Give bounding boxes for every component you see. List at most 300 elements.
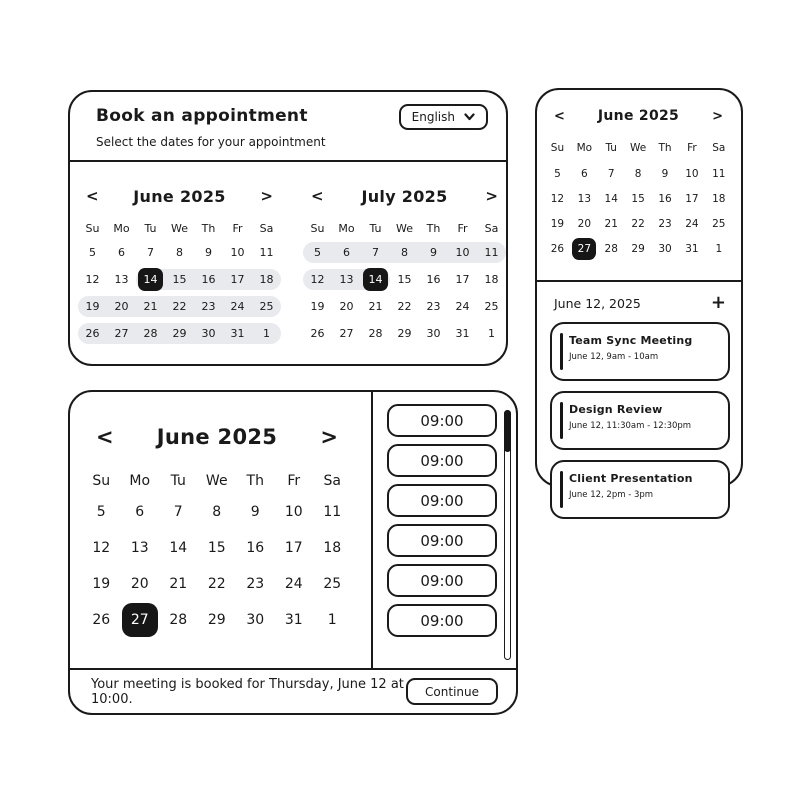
day-cell[interactable] bbox=[361, 320, 390, 347]
day-number: 28 bbox=[143, 327, 158, 340]
day-number: 12 bbox=[550, 192, 565, 205]
calendar-week-row bbox=[78, 266, 281, 293]
booking-panel bbox=[68, 90, 508, 366]
day-number: 15 bbox=[631, 192, 645, 205]
day-cell[interactable] bbox=[252, 239, 281, 266]
day-number: 14 bbox=[604, 192, 618, 205]
day-cell[interactable] bbox=[194, 293, 223, 320]
day-number: 20 bbox=[577, 217, 592, 230]
divider bbox=[537, 280, 741, 282]
weekday-label: Tu bbox=[369, 221, 382, 235]
day-number: 18 bbox=[484, 273, 499, 286]
day-cell[interactable] bbox=[705, 211, 732, 236]
day-number: 15 bbox=[207, 540, 226, 556]
day-cell[interactable] bbox=[313, 494, 352, 530]
next-month-button[interactable]: > bbox=[260, 186, 273, 205]
range-calendar-july bbox=[303, 184, 506, 347]
day-cell-selected[interactable] bbox=[136, 266, 165, 293]
prev-month-button[interactable]: < bbox=[311, 186, 324, 205]
day-cell[interactable] bbox=[136, 320, 165, 347]
calendar-week-row bbox=[303, 293, 506, 320]
day-cell[interactable] bbox=[598, 211, 625, 236]
day-cell[interactable] bbox=[544, 211, 571, 236]
day-cell[interactable] bbox=[159, 602, 198, 638]
day-cell[interactable] bbox=[705, 161, 732, 186]
day-cell[interactable] bbox=[625, 211, 652, 236]
day-cell[interactable] bbox=[275, 602, 314, 638]
day-cell[interactable] bbox=[419, 239, 448, 266]
day-number: 14 bbox=[363, 268, 388, 291]
continue-button[interactable]: Continue bbox=[406, 678, 498, 705]
divider bbox=[371, 392, 373, 670]
day-number: 5 bbox=[96, 504, 106, 520]
day-cell[interactable] bbox=[652, 236, 679, 261]
weekday-row bbox=[544, 138, 733, 158]
day-cell[interactable] bbox=[275, 530, 314, 566]
next-month-button[interactable]: > bbox=[485, 186, 498, 205]
day-number: 31 bbox=[284, 612, 303, 628]
day-cell-selected[interactable] bbox=[121, 602, 160, 638]
day-cell[interactable] bbox=[198, 530, 237, 566]
day-number: 11 bbox=[484, 246, 499, 259]
day-cell[interactable] bbox=[107, 239, 136, 266]
day-cell[interactable] bbox=[448, 320, 477, 347]
day-number: 12 bbox=[92, 540, 111, 556]
day-cell[interactable] bbox=[223, 320, 252, 347]
scheduler-calendar bbox=[82, 420, 352, 638]
day-number: 10 bbox=[685, 167, 699, 180]
day-cell[interactable] bbox=[544, 186, 571, 211]
day-cell[interactable] bbox=[136, 293, 165, 320]
weekday-row bbox=[78, 217, 281, 239]
day-cell[interactable] bbox=[598, 186, 625, 211]
day-cell[interactable] bbox=[78, 266, 107, 293]
day-cell[interactable] bbox=[194, 320, 223, 347]
appointment-time: June 12, 11:30am - 12:30pm bbox=[569, 421, 692, 431]
day-cell[interactable] bbox=[361, 293, 390, 320]
day-number: 27 bbox=[339, 327, 354, 340]
weekday-label: Tu bbox=[144, 221, 157, 235]
day-number: 8 bbox=[634, 167, 642, 180]
day-cell[interactable] bbox=[598, 236, 625, 261]
day-cell[interactable] bbox=[165, 320, 194, 347]
day-cell[interactable] bbox=[303, 320, 332, 347]
scheduler-panel bbox=[68, 390, 518, 715]
day-number: 28 bbox=[368, 327, 383, 340]
day-number: 11 bbox=[323, 504, 342, 520]
calendar-week-row bbox=[303, 239, 506, 266]
time-slot-button[interactable]: 09:00 bbox=[387, 444, 497, 477]
day-number: 5 bbox=[89, 246, 96, 259]
weekday-label: Fr bbox=[232, 221, 243, 235]
agenda-calendar bbox=[544, 104, 733, 261]
day-number: 22 bbox=[631, 217, 645, 230]
day-cell[interactable] bbox=[313, 566, 352, 602]
day-number: 16 bbox=[201, 273, 216, 286]
day-number: 17 bbox=[230, 273, 245, 286]
day-cell[interactable] bbox=[236, 602, 275, 638]
calendar-week-row bbox=[303, 266, 506, 293]
day-cell[interactable] bbox=[705, 236, 732, 261]
weekday-label: Sa bbox=[323, 473, 341, 489]
day-cell[interactable] bbox=[652, 161, 679, 186]
day-cell[interactable] bbox=[332, 266, 361, 293]
day-number: 24 bbox=[685, 217, 699, 230]
day-number: 23 bbox=[658, 217, 672, 230]
day-number: 30 bbox=[426, 327, 441, 340]
day-cell[interactable] bbox=[332, 239, 361, 266]
day-number: 6 bbox=[135, 504, 145, 520]
calendar-title: June 2025 bbox=[133, 186, 226, 206]
day-number: 15 bbox=[172, 273, 187, 286]
appointment-title: Design Review bbox=[569, 403, 663, 416]
agenda-header bbox=[554, 292, 726, 314]
day-cell[interactable] bbox=[390, 266, 419, 293]
day-cell[interactable] bbox=[678, 186, 705, 211]
weekday-label: Tu bbox=[170, 473, 186, 489]
day-number: 29 bbox=[172, 327, 187, 340]
day-cell[interactable] bbox=[678, 236, 705, 261]
time-slot-button[interactable]: 09:00 bbox=[387, 404, 497, 437]
day-cell[interactable] bbox=[165, 239, 194, 266]
weekday-label: Su bbox=[92, 473, 111, 489]
day-cell[interactable] bbox=[313, 602, 352, 638]
day-number: 28 bbox=[604, 242, 618, 255]
day-number: 27 bbox=[122, 603, 158, 637]
day-number: 26 bbox=[85, 327, 100, 340]
day-cell[interactable] bbox=[303, 266, 332, 293]
day-number: 13 bbox=[114, 273, 129, 286]
day-number: 17 bbox=[284, 540, 303, 556]
weekday-label: Fr bbox=[687, 142, 697, 154]
day-number: 23 bbox=[426, 300, 441, 313]
day-number: 11 bbox=[259, 246, 274, 259]
appointment-card[interactable] bbox=[550, 460, 730, 519]
page-title: Book an appointment bbox=[96, 106, 308, 126]
calendar-nav bbox=[544, 104, 733, 128]
day-number: 8 bbox=[212, 504, 222, 520]
calendar-week-row bbox=[78, 293, 281, 320]
next-month-button[interactable]: > bbox=[320, 424, 338, 449]
day-cell[interactable] bbox=[223, 293, 252, 320]
day-number: 14 bbox=[138, 268, 163, 291]
day-number: 12 bbox=[310, 273, 325, 286]
day-cell[interactable] bbox=[544, 236, 571, 261]
day-cell[interactable] bbox=[82, 602, 121, 638]
day-cell[interactable] bbox=[448, 293, 477, 320]
day-cell[interactable] bbox=[198, 602, 237, 638]
day-number: 16 bbox=[426, 273, 441, 286]
weekday-label: Th bbox=[201, 221, 216, 235]
weekday-label: Su bbox=[310, 221, 325, 235]
day-cell[interactable] bbox=[107, 320, 136, 347]
day-cell[interactable] bbox=[82, 494, 121, 530]
day-number: 17 bbox=[455, 273, 470, 286]
day-cell[interactable] bbox=[121, 566, 160, 602]
divider bbox=[70, 160, 506, 162]
day-cell[interactable] bbox=[625, 236, 652, 261]
day-number: 1 bbox=[715, 242, 723, 255]
day-number: 13 bbox=[130, 540, 149, 556]
weekday-label: We bbox=[205, 473, 228, 489]
day-number: 23 bbox=[246, 576, 265, 592]
calendar-nav bbox=[82, 420, 352, 454]
day-cell[interactable] bbox=[652, 211, 679, 236]
day-number: 22 bbox=[172, 300, 187, 313]
day-number: 9 bbox=[661, 167, 669, 180]
day-cell[interactable] bbox=[477, 266, 506, 293]
day-cell[interactable] bbox=[252, 320, 281, 347]
appointment-accent-bar bbox=[560, 402, 563, 439]
day-number: 15 bbox=[397, 273, 412, 286]
day-cell[interactable] bbox=[107, 293, 136, 320]
time-slot-button[interactable]: 09:00 bbox=[387, 604, 497, 637]
day-number: 8 bbox=[401, 246, 408, 259]
appointment-card[interactable] bbox=[550, 322, 730, 381]
day-cell[interactable] bbox=[236, 566, 275, 602]
weekday-label: Mo bbox=[576, 142, 593, 154]
day-cell-selected[interactable] bbox=[361, 266, 390, 293]
weekday-label: Su bbox=[85, 221, 100, 235]
booking-status-text: Your meeting is booked for Thursday, June 12 at 10:00. bbox=[91, 676, 404, 707]
day-cell[interactable] bbox=[313, 530, 352, 566]
day-number: 31 bbox=[230, 327, 245, 340]
day-number: 20 bbox=[114, 300, 129, 313]
weekday-label: Sa bbox=[484, 221, 499, 235]
day-number: 13 bbox=[577, 192, 592, 205]
day-cell[interactable] bbox=[198, 566, 237, 602]
day-number: 30 bbox=[201, 327, 216, 340]
day-cell[interactable] bbox=[571, 186, 598, 211]
day-cell[interactable] bbox=[107, 266, 136, 293]
calendar-title: June 2025 bbox=[597, 108, 680, 124]
day-number: 1 bbox=[263, 327, 270, 340]
day-cell[interactable] bbox=[159, 566, 198, 602]
day-number: 26 bbox=[92, 612, 111, 628]
day-cell[interactable] bbox=[198, 494, 237, 530]
day-number: 7 bbox=[372, 246, 379, 259]
day-cell[interactable] bbox=[571, 211, 598, 236]
next-month-button[interactable]: > bbox=[712, 108, 723, 124]
agenda-panel bbox=[535, 88, 743, 500]
day-cell[interactable] bbox=[598, 161, 625, 186]
day-cell[interactable] bbox=[477, 320, 506, 347]
day-cell[interactable] bbox=[652, 186, 679, 211]
day-number: 16 bbox=[246, 540, 265, 556]
agenda-date-heading: June 12, 2025 bbox=[554, 295, 641, 311]
day-number: 9 bbox=[205, 246, 212, 259]
day-cell[interactable] bbox=[165, 293, 194, 320]
appointment-accent-bar bbox=[560, 471, 563, 508]
day-cell[interactable] bbox=[571, 161, 598, 186]
day-cell[interactable] bbox=[236, 530, 275, 566]
day-cell[interactable] bbox=[78, 293, 107, 320]
day-cell[interactable] bbox=[419, 293, 448, 320]
calendar-nav bbox=[303, 184, 506, 208]
day-number: 14 bbox=[169, 540, 188, 556]
time-slot-list bbox=[387, 404, 497, 637]
weekday-label: Th bbox=[658, 142, 672, 154]
day-number: 29 bbox=[207, 612, 226, 628]
chevron-down-icon bbox=[464, 113, 475, 121]
day-cell[interactable] bbox=[361, 239, 390, 266]
day-cell[interactable] bbox=[78, 239, 107, 266]
day-number: 18 bbox=[259, 273, 274, 286]
day-cell[interactable] bbox=[477, 239, 506, 266]
day-cell[interactable] bbox=[332, 293, 361, 320]
day-number: 19 bbox=[550, 217, 565, 230]
day-cell[interactable] bbox=[419, 266, 448, 293]
day-cell[interactable] bbox=[194, 266, 223, 293]
day-number: 21 bbox=[368, 300, 383, 313]
day-cell[interactable] bbox=[165, 266, 194, 293]
time-slot-button[interactable]: 09:00 bbox=[387, 484, 497, 517]
calendar-week-row bbox=[544, 236, 733, 261]
day-cell[interactable] bbox=[223, 239, 252, 266]
day-number: 18 bbox=[712, 192, 726, 205]
weekday-label: Sa bbox=[259, 221, 274, 235]
weekday-label: Su bbox=[550, 142, 565, 154]
time-slot-button[interactable]: 09:00 bbox=[387, 524, 497, 557]
weekday-label: Mo bbox=[338, 221, 355, 235]
day-cell[interactable] bbox=[223, 266, 252, 293]
day-number: 19 bbox=[92, 576, 111, 592]
appointment-card[interactable] bbox=[550, 391, 730, 450]
plus-icon[interactable]: + bbox=[710, 292, 726, 313]
day-number: 26 bbox=[310, 327, 325, 340]
day-cell[interactable] bbox=[390, 239, 419, 266]
day-cell[interactable] bbox=[121, 530, 160, 566]
day-cell[interactable] bbox=[448, 266, 477, 293]
day-cell[interactable] bbox=[678, 161, 705, 186]
day-number: 23 bbox=[201, 300, 216, 313]
day-number: 25 bbox=[259, 300, 274, 313]
time-slot-button[interactable]: 09:00 bbox=[387, 564, 497, 597]
day-number: 29 bbox=[631, 242, 645, 255]
prev-month-button[interactable]: < bbox=[86, 186, 99, 205]
day-number: 11 bbox=[712, 167, 726, 180]
day-cell[interactable] bbox=[303, 293, 332, 320]
prev-month-button[interactable]: < bbox=[554, 108, 565, 124]
day-number: 20 bbox=[130, 576, 149, 592]
day-number: 9 bbox=[430, 246, 437, 259]
day-cell[interactable] bbox=[252, 266, 281, 293]
day-number: 19 bbox=[310, 300, 325, 313]
day-cell[interactable] bbox=[390, 293, 419, 320]
day-number: 29 bbox=[397, 327, 412, 340]
day-cell[interactable] bbox=[625, 186, 652, 211]
day-number: 21 bbox=[143, 300, 158, 313]
day-cell[interactable] bbox=[275, 494, 314, 530]
calendar-week-row bbox=[78, 320, 281, 347]
day-number: 5 bbox=[554, 167, 561, 180]
prev-month-button[interactable]: < bbox=[96, 424, 114, 449]
day-number: 20 bbox=[339, 300, 354, 313]
day-cell[interactable] bbox=[275, 566, 314, 602]
day-cell[interactable] bbox=[678, 211, 705, 236]
day-cell[interactable] bbox=[544, 161, 571, 186]
weekday-label: Sa bbox=[712, 142, 726, 154]
weekday-row bbox=[82, 468, 352, 494]
day-cell[interactable] bbox=[332, 320, 361, 347]
day-number: 17 bbox=[685, 192, 699, 205]
day-cell[interactable] bbox=[390, 320, 419, 347]
weekday-label: Mo bbox=[129, 473, 151, 489]
day-cell[interactable] bbox=[303, 239, 332, 266]
time-slots-scrollbar[interactable] bbox=[504, 410, 511, 660]
day-cell[interactable] bbox=[448, 239, 477, 266]
day-number: 10 bbox=[455, 246, 470, 259]
appointment-accent-bar bbox=[560, 333, 563, 370]
appointment-list bbox=[550, 322, 730, 519]
day-number: 8 bbox=[176, 246, 183, 259]
appointment-time: June 12, 2pm - 3pm bbox=[569, 490, 654, 500]
weekday-label: Th bbox=[246, 473, 264, 489]
appointment-title: Team Sync Meeting bbox=[569, 334, 693, 347]
calendar-nav bbox=[78, 184, 281, 208]
day-cell[interactable] bbox=[121, 494, 160, 530]
appointment-title: Client Presentation bbox=[569, 472, 693, 485]
day-cell-selected[interactable] bbox=[571, 236, 598, 261]
day-number: 25 bbox=[712, 217, 726, 230]
day-number: 12 bbox=[85, 273, 100, 286]
day-number: 24 bbox=[230, 300, 245, 313]
day-cell[interactable] bbox=[477, 293, 506, 320]
day-cell[interactable] bbox=[82, 530, 121, 566]
day-number: 1 bbox=[327, 612, 337, 628]
day-number: 16 bbox=[658, 192, 672, 205]
day-number: 18 bbox=[323, 540, 342, 556]
day-number: 13 bbox=[339, 273, 354, 286]
day-number: 5 bbox=[314, 246, 321, 259]
day-cell[interactable] bbox=[252, 293, 281, 320]
calendar-week-row bbox=[544, 161, 733, 186]
day-number: 7 bbox=[173, 504, 183, 520]
day-number: 7 bbox=[607, 167, 615, 180]
calendar-week-row bbox=[82, 602, 352, 638]
day-cell[interactable] bbox=[159, 530, 198, 566]
weekday-label: Fr bbox=[287, 473, 301, 489]
day-cell[interactable] bbox=[82, 566, 121, 602]
calendar-week-row bbox=[78, 239, 281, 266]
weekday-label: We bbox=[630, 142, 647, 154]
calendar-week-row bbox=[82, 530, 352, 566]
day-number: 30 bbox=[658, 242, 672, 255]
day-number: 31 bbox=[455, 327, 470, 340]
day-number: 22 bbox=[207, 576, 226, 592]
day-number: 1 bbox=[488, 327, 495, 340]
weekday-label: Mo bbox=[113, 221, 130, 235]
day-cell[interactable] bbox=[705, 186, 732, 211]
day-number: 24 bbox=[284, 576, 303, 592]
page-subtitle: Select the dates for your appointment bbox=[96, 135, 326, 149]
language-selector[interactable] bbox=[399, 104, 488, 130]
day-cell[interactable] bbox=[78, 320, 107, 347]
day-cell[interactable] bbox=[194, 239, 223, 266]
day-number: 25 bbox=[323, 576, 342, 592]
day-number: 10 bbox=[230, 246, 245, 259]
weekday-label: We bbox=[396, 221, 413, 235]
day-cell[interactable] bbox=[419, 320, 448, 347]
scheduler-footer bbox=[70, 668, 516, 713]
day-number: 27 bbox=[572, 238, 596, 260]
scrollbar-thumb[interactable] bbox=[504, 410, 511, 452]
day-cell[interactable] bbox=[625, 161, 652, 186]
day-cell[interactable] bbox=[159, 494, 198, 530]
weekday-label: Tu bbox=[605, 142, 617, 154]
day-cell[interactable] bbox=[236, 494, 275, 530]
day-cell[interactable] bbox=[136, 239, 165, 266]
